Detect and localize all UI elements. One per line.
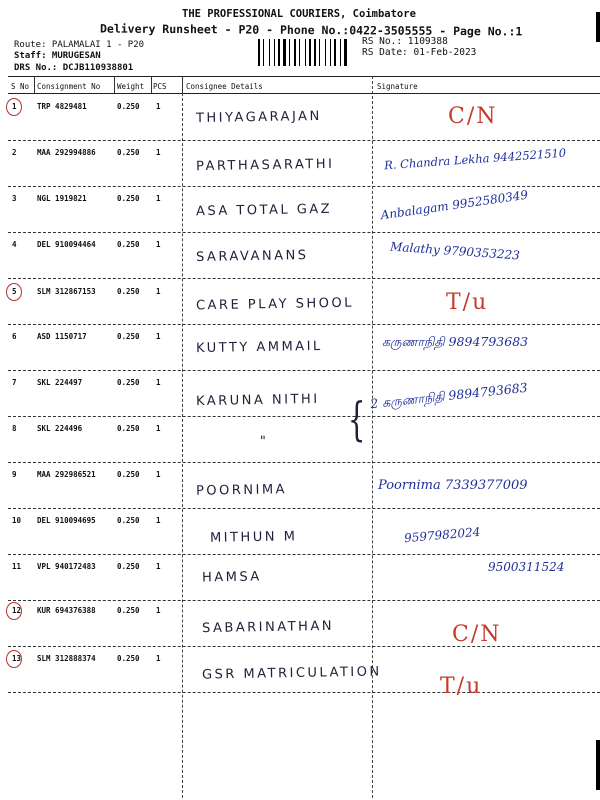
row-serial-number: 10	[12, 516, 22, 525]
pieces: 1	[156, 606, 161, 615]
barcode-bar	[258, 39, 260, 66]
signature: C/N	[452, 622, 502, 647]
barcode	[258, 39, 356, 66]
signature: 2 கருணாநிதி 9894793683	[369, 379, 529, 412]
consignment-number: SKL 224497	[37, 378, 83, 387]
barcode-bar	[330, 39, 331, 66]
runsheet-title: Delivery Runsheet - P20 - Phone No.:0422-3505555 - Page No.:1	[99, 21, 523, 39]
consignee-name: SABARINATHAN	[201, 618, 335, 637]
consignee-name: HAMSA	[201, 569, 262, 586]
consignee-name: GSR MATRICULATION	[201, 664, 382, 683]
row-serial-number: 9	[12, 470, 17, 479]
signature: T/u	[446, 290, 489, 315]
signature: Malathy 9790353223	[389, 239, 521, 263]
signature: T/u	[440, 674, 483, 699]
row-separator	[8, 600, 600, 601]
weight: 0.250	[117, 194, 140, 203]
signature: C/N	[448, 104, 498, 129]
row-separator	[8, 508, 600, 509]
signature: Anbalagam 9952580349	[379, 187, 529, 223]
signature: Poornima 7339377009	[378, 478, 528, 493]
barcode-bar	[314, 39, 316, 66]
rs-number: RS No.: 1109388	[362, 36, 448, 47]
barcode-bar	[278, 39, 280, 66]
consignment-number: DEL 910094695	[37, 516, 96, 525]
row-serial-number: 6	[12, 332, 17, 341]
signature: 9500311524	[488, 560, 565, 574]
row-serial-number: 8	[12, 424, 17, 433]
table-top-rule	[8, 76, 600, 77]
pieces: 1	[156, 516, 161, 525]
row-serial-number: 11	[12, 562, 22, 571]
row-separator	[8, 186, 600, 187]
barcode-bar	[294, 39, 296, 66]
consignee-name: ASA TOTAL GAZ	[195, 201, 333, 220]
column-divider	[151, 76, 152, 93]
barcode-bar	[283, 39, 286, 66]
weight: 0.250	[117, 332, 140, 341]
column-header-consignee: Consignee Details	[186, 82, 263, 91]
pieces: 1	[156, 287, 161, 296]
column-divider	[114, 76, 115, 93]
signature: 9597982024	[403, 524, 481, 546]
row-separator	[8, 462, 600, 463]
consignment-number: TRP 4829481	[37, 102, 87, 111]
weight: 0.250	[117, 562, 140, 571]
row-separator	[8, 232, 600, 233]
consignment-number: VPL 940172483	[37, 562, 96, 571]
pieces: 1	[156, 332, 161, 341]
circle-mark	[6, 283, 22, 301]
circle-mark	[6, 98, 22, 116]
circle-mark	[6, 650, 22, 668]
scan-edge-mark	[596, 12, 600, 42]
barcode-bar	[263, 39, 264, 66]
column-divider	[182, 76, 183, 93]
signature: கருணாநிதி 9894793683	[382, 334, 529, 349]
barcode-bar	[340, 39, 341, 66]
row-separator	[8, 140, 600, 141]
consignee-name: PARTHASARATHI	[195, 156, 335, 175]
weight: 0.250	[117, 102, 140, 111]
row-serial-number: 7	[12, 378, 17, 387]
consignee-name: CARE PLAY SHOOL	[195, 295, 355, 314]
weight: 0.250	[117, 516, 140, 525]
pieces: 1	[156, 654, 161, 663]
pieces: 1	[156, 194, 161, 203]
weight: 0.250	[117, 606, 140, 615]
consignee-name: THIYAGARAJAN	[195, 108, 322, 127]
pieces: 1	[156, 148, 161, 157]
row-serial-number: 5	[12, 287, 17, 296]
signature-column-border	[372, 76, 373, 798]
barcode-bar	[309, 39, 311, 66]
route-info: Route: PALAMALAI 1 - P20	[14, 40, 145, 50]
row-separator	[8, 278, 600, 279]
brace-mark: {	[347, 392, 366, 446]
row-serial-number: 1	[12, 102, 17, 111]
consignment-number: NGL 1919821	[37, 194, 87, 203]
row-serial-number: 12	[12, 606, 22, 615]
barcode-bar	[319, 39, 320, 66]
staff-info: Staff: MURUGESAN	[14, 51, 101, 61]
consignee-name: POORNIMA	[195, 482, 288, 499]
column-header-pcs: PCS	[153, 82, 167, 91]
row-separator	[8, 554, 600, 555]
rs-date: RS Date: 01-Feb-2023	[362, 47, 477, 58]
weight: 0.250	[117, 287, 140, 296]
barcode-bar	[269, 39, 270, 66]
drs-number: DRS No.: DCJB110938801	[14, 63, 134, 73]
pieces: 1	[156, 240, 161, 249]
weight: 0.250	[117, 470, 140, 479]
circle-mark	[6, 602, 22, 620]
weight: 0.250	[117, 654, 140, 663]
barcode-bar	[344, 39, 347, 66]
barcode-bar	[325, 39, 326, 66]
header-bottom-rule	[8, 93, 600, 94]
row-serial-number: 3	[12, 194, 17, 203]
column-header-signature: Signature	[377, 82, 418, 91]
row-serial-number: 2	[12, 148, 17, 157]
column-divider	[34, 76, 35, 93]
consignee-name: SARAVANANS	[195, 248, 309, 265]
barcode-bar	[299, 39, 300, 66]
company-name: THE PROFESSIONAL COURIERS, Coimbatore	[182, 8, 416, 20]
column-header-sno: S No	[11, 82, 30, 91]
row-separator	[8, 370, 600, 371]
column-header-consignment: Consignment No	[37, 82, 101, 91]
signature: R. Chandra Lekha 9442521510	[383, 145, 567, 173]
row-serial-number: 13	[12, 654, 22, 663]
consignment-number: MAA 292994886	[37, 148, 96, 157]
consignment-number: SLM 312867153	[37, 287, 96, 296]
consignee-name: KUTTY AMMAIL	[195, 338, 323, 357]
barcode-bar	[274, 39, 275, 66]
consignment-number: SLM 312888374	[37, 654, 96, 663]
consignment-number: KUR 694376388	[37, 606, 96, 615]
pieces: 1	[156, 562, 161, 571]
consignee-name: KARUNA NITHI	[195, 391, 320, 410]
consignee-name: "	[259, 433, 269, 450]
row-separator	[8, 646, 600, 647]
weight: 0.250	[117, 240, 140, 249]
column-header-weight: Weight	[117, 82, 145, 91]
row-separator	[8, 324, 600, 325]
consignment-number: DEL 910094464	[37, 240, 96, 249]
scan-edge-mark	[596, 740, 600, 790]
consignee-name: MITHUN M	[209, 529, 298, 546]
consignment-number: MAA 292986521	[37, 470, 96, 479]
weight: 0.250	[117, 148, 140, 157]
pieces: 1	[156, 424, 161, 433]
barcode-bar	[305, 39, 306, 66]
row-separator	[8, 692, 600, 693]
weight: 0.250	[117, 424, 140, 433]
consignment-number: ASD 1150717	[37, 332, 87, 341]
pieces: 1	[156, 470, 161, 479]
weight: 0.250	[117, 378, 140, 387]
row-serial-number: 4	[12, 240, 17, 249]
consignment-number: SKL 224496	[37, 424, 83, 433]
pieces: 1	[156, 378, 161, 387]
barcode-bar	[334, 39, 336, 66]
row-separator	[8, 416, 600, 417]
pieces: 1	[156, 102, 161, 111]
barcode-bar	[289, 39, 290, 66]
